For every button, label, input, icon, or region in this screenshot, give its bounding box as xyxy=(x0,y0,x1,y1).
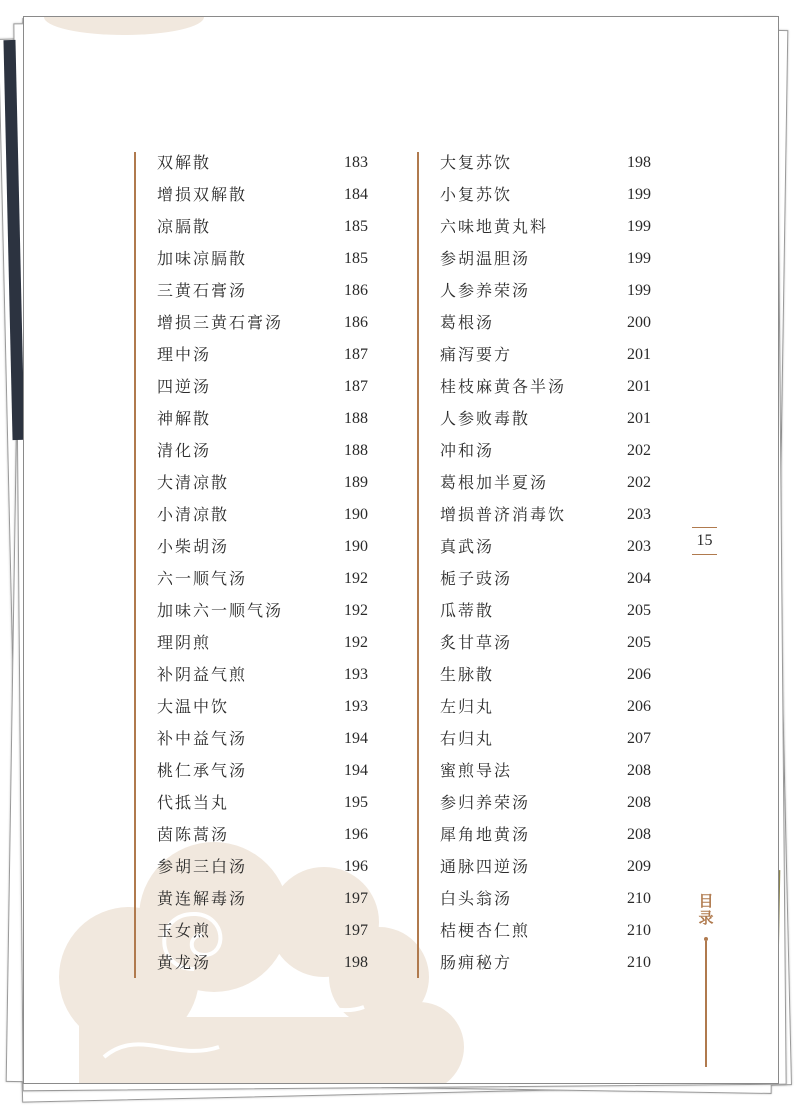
toc-entry-title: 冲和汤 xyxy=(440,441,495,460)
toc-entry-title: 通脉四逆汤 xyxy=(440,857,531,876)
toc-entry-title: 理中汤 xyxy=(157,345,212,364)
toc-entry xyxy=(134,211,384,243)
toc-entry-page: 209 xyxy=(627,858,651,875)
toc-entry-page: 207 xyxy=(627,730,651,747)
toc-column-left xyxy=(134,147,384,979)
toc-entry-title: 凉膈散 xyxy=(157,217,212,236)
toc-entry-title: 右归丸 xyxy=(440,729,495,748)
toc-entry-page: 188 xyxy=(344,442,368,459)
toc-entry-title: 真武汤 xyxy=(440,537,495,556)
toc-entry xyxy=(417,883,667,915)
toc-entry-title: 增损双解散 xyxy=(157,185,248,204)
toc-entry-title: 痛泻要方 xyxy=(440,345,513,364)
toc-entry-title: 葛根加半夏汤 xyxy=(440,473,549,492)
toc-entry xyxy=(134,723,384,755)
toc-entry xyxy=(134,371,384,403)
toc-entry xyxy=(417,499,667,531)
toc-entry-title: 清化汤 xyxy=(157,441,212,460)
toc-entry xyxy=(417,563,667,595)
toc-entry xyxy=(417,595,667,627)
toc-entry-page: 200 xyxy=(627,314,651,331)
toc-entry-title: 栀子豉汤 xyxy=(440,569,513,588)
toc-entry-page: 192 xyxy=(344,602,368,619)
toc-entry-title: 犀角地黄汤 xyxy=(440,825,531,844)
toc-entry-title: 神解散 xyxy=(157,409,212,428)
toc-entry-page: 183 xyxy=(344,154,368,171)
toc-entry-page: 185 xyxy=(344,250,368,267)
toc-entry-page: 189 xyxy=(344,474,368,491)
toc-entry xyxy=(417,819,667,851)
toc-entry-page: 205 xyxy=(627,634,651,651)
toc-entry-title: 玉女煎 xyxy=(157,921,212,940)
toc-entry-title: 参胡温胆汤 xyxy=(440,249,531,268)
toc-entry-page: 204 xyxy=(627,570,651,587)
toc-entry-title: 六味地黄丸料 xyxy=(440,217,549,236)
toc-entry-page: 185 xyxy=(344,218,368,235)
toc-entry-page: 208 xyxy=(627,794,651,811)
toc-entry xyxy=(134,819,384,851)
toc-entry-page: 203 xyxy=(627,538,651,555)
toc-entry-title: 炙甘草汤 xyxy=(440,633,513,652)
toc-entry-title: 肠痈秘方 xyxy=(440,953,513,972)
toc-entry-page: 206 xyxy=(627,698,651,715)
toc-entry-title: 四逆汤 xyxy=(157,377,212,396)
toc-entry-title: 小柴胡汤 xyxy=(157,537,230,556)
toc-entry-title: 增损三黄石膏汤 xyxy=(157,313,284,332)
toc-entry-title: 三黄石膏汤 xyxy=(157,281,248,300)
toc-entry-title: 小清凉散 xyxy=(157,505,230,524)
toc-entry-page: 192 xyxy=(344,570,368,587)
toc-entry-page: 195 xyxy=(344,794,368,811)
toc-entry-page: 184 xyxy=(344,186,368,203)
toc-entry xyxy=(134,499,384,531)
toc-entry xyxy=(134,659,384,691)
toc-entry xyxy=(134,147,384,179)
toc-entry xyxy=(134,755,384,787)
toc-entry-title: 双解散 xyxy=(157,153,212,172)
toc-entry xyxy=(134,563,384,595)
toc-entry-title: 人参养荣汤 xyxy=(440,281,531,300)
toc-entry xyxy=(134,787,384,819)
toc-entry xyxy=(134,275,384,307)
toc-entry-title: 大复苏饮 xyxy=(440,153,513,172)
toc-entry xyxy=(134,915,384,947)
toc-entry xyxy=(134,691,384,723)
toc-entry-page: 187 xyxy=(344,346,368,363)
toc-entry-page: 187 xyxy=(344,378,368,395)
toc-entry xyxy=(417,723,667,755)
toc-entry-page: 202 xyxy=(627,474,651,491)
toc-entry-page: 186 xyxy=(344,282,368,299)
toc-entry-page: 210 xyxy=(627,890,651,907)
toc-entry-page: 199 xyxy=(627,282,651,299)
toc-entry xyxy=(417,947,667,979)
toc-entry xyxy=(134,947,384,979)
toc-entry-page: 186 xyxy=(344,314,368,331)
toc-entry xyxy=(417,435,667,467)
toc-entry xyxy=(417,179,667,211)
toc-entry xyxy=(417,307,667,339)
toc-entry-page: 197 xyxy=(344,922,368,939)
toc-entry-page: 192 xyxy=(344,634,368,651)
toc-entry-page: 202 xyxy=(627,442,651,459)
toc-entry-title: 小复苏饮 xyxy=(440,185,513,204)
toc-entry-title: 补阴益气煎 xyxy=(157,665,248,684)
toc-entry xyxy=(417,627,667,659)
toc-entry-title: 茵陈蒿汤 xyxy=(157,825,230,844)
toc-entry-page: 194 xyxy=(344,730,368,747)
toc-entry-page: 190 xyxy=(344,506,368,523)
toc-entry-page: 193 xyxy=(344,666,368,683)
toc-entry-title: 桔梗杏仁煎 xyxy=(440,921,531,940)
toc-entry-title: 瓜蒂散 xyxy=(440,601,495,620)
toc-entry xyxy=(134,243,384,275)
toc-entry-title: 大温中饮 xyxy=(157,697,230,716)
page-number xyxy=(692,527,717,555)
toc-entry-page: 205 xyxy=(627,602,651,619)
toc-entry-title: 六一顺气汤 xyxy=(157,569,248,588)
toc-entry xyxy=(417,275,667,307)
toc-entry xyxy=(134,595,384,627)
toc-entry xyxy=(417,531,667,563)
toc-entry xyxy=(417,371,667,403)
toc-entry-title: 参胡三白汤 xyxy=(157,857,248,876)
toc-entry-title: 黄龙汤 xyxy=(157,953,212,972)
toc-entry xyxy=(134,403,384,435)
toc-entry-page: 198 xyxy=(344,954,368,971)
toc-entry xyxy=(134,883,384,915)
toc-entry-title: 黄连解毒汤 xyxy=(157,889,248,908)
toc-entry xyxy=(417,211,667,243)
toc-entry xyxy=(134,339,384,371)
toc-entry-page: 193 xyxy=(344,698,368,715)
toc-entry-title: 加味凉膈散 xyxy=(157,249,248,268)
toc-page xyxy=(23,16,779,1084)
toc-entry xyxy=(134,307,384,339)
toc-entry xyxy=(134,851,384,883)
toc-entry-page: 210 xyxy=(627,954,651,971)
toc-entry xyxy=(417,403,667,435)
toc-entry-title: 加味六一顺气汤 xyxy=(157,601,284,620)
toc-entry xyxy=(417,243,667,275)
toc-entry-page: 199 xyxy=(627,250,651,267)
toc-entry xyxy=(417,147,667,179)
toc-entry-page: 190 xyxy=(344,538,368,555)
toc-entry xyxy=(134,531,384,563)
toc-entry-page: 188 xyxy=(344,410,368,427)
toc-entry-page: 196 xyxy=(344,858,368,875)
toc-entry-page: 206 xyxy=(627,666,651,683)
toc-entry xyxy=(417,691,667,723)
toc-entry-title: 补中益气汤 xyxy=(157,729,248,748)
toc-entry-page: 197 xyxy=(344,890,368,907)
toc-entry-title: 生脉散 xyxy=(440,665,495,684)
toc-entry-page: 199 xyxy=(627,186,651,203)
toc-entry-page: 210 xyxy=(627,922,651,939)
toc-entry-title: 桃仁承气汤 xyxy=(157,761,248,780)
toc-entry-title: 理阴煎 xyxy=(157,633,212,652)
toc-entry-title: 代抵当丸 xyxy=(157,793,230,812)
toc-entry-page: 199 xyxy=(627,218,651,235)
toc-entry xyxy=(417,787,667,819)
toc-entry xyxy=(134,467,384,499)
toc-column-right xyxy=(417,147,667,979)
toc-entry-page: 208 xyxy=(627,762,651,779)
toc-entry xyxy=(417,851,667,883)
toc-entry-title: 左归丸 xyxy=(440,697,495,716)
toc-entry-title: 大清凉散 xyxy=(157,473,230,492)
toc-entry-page: 201 xyxy=(627,378,651,395)
toc-entry-title: 人参败毒散 xyxy=(440,409,531,428)
toc-entry-title: 白头翁汤 xyxy=(440,889,513,908)
toc-entry xyxy=(417,915,667,947)
toc-entry-title: 参归养荣汤 xyxy=(440,793,531,812)
toc-entry-title: 桂枝麻黄各半汤 xyxy=(440,377,567,396)
toc-entry-page: 201 xyxy=(627,410,651,427)
toc-entry xyxy=(134,435,384,467)
toc-entry xyxy=(417,467,667,499)
toc-entry xyxy=(417,659,667,691)
toc-entry-title: 葛根汤 xyxy=(440,313,495,332)
toc-entry-page: 208 xyxy=(627,826,651,843)
toc-entry xyxy=(134,627,384,659)
toc-entry-page: 194 xyxy=(344,762,368,779)
page-number-text: 15 xyxy=(696,532,713,549)
toc-entry-page: 198 xyxy=(627,154,651,171)
section-marker-line xyxy=(705,941,707,1067)
section-label: 目录 xyxy=(698,892,714,927)
toc-entry xyxy=(134,179,384,211)
toc-entry-page: 203 xyxy=(627,506,651,523)
toc-entry-title: 增损普济消毒饮 xyxy=(440,505,567,524)
toc-entry-page: 196 xyxy=(344,826,368,843)
toc-entry xyxy=(417,755,667,787)
toc-entry-page: 201 xyxy=(627,346,651,363)
toc-entry xyxy=(417,339,667,371)
toc-entry-title: 蜜煎导法 xyxy=(440,761,513,780)
